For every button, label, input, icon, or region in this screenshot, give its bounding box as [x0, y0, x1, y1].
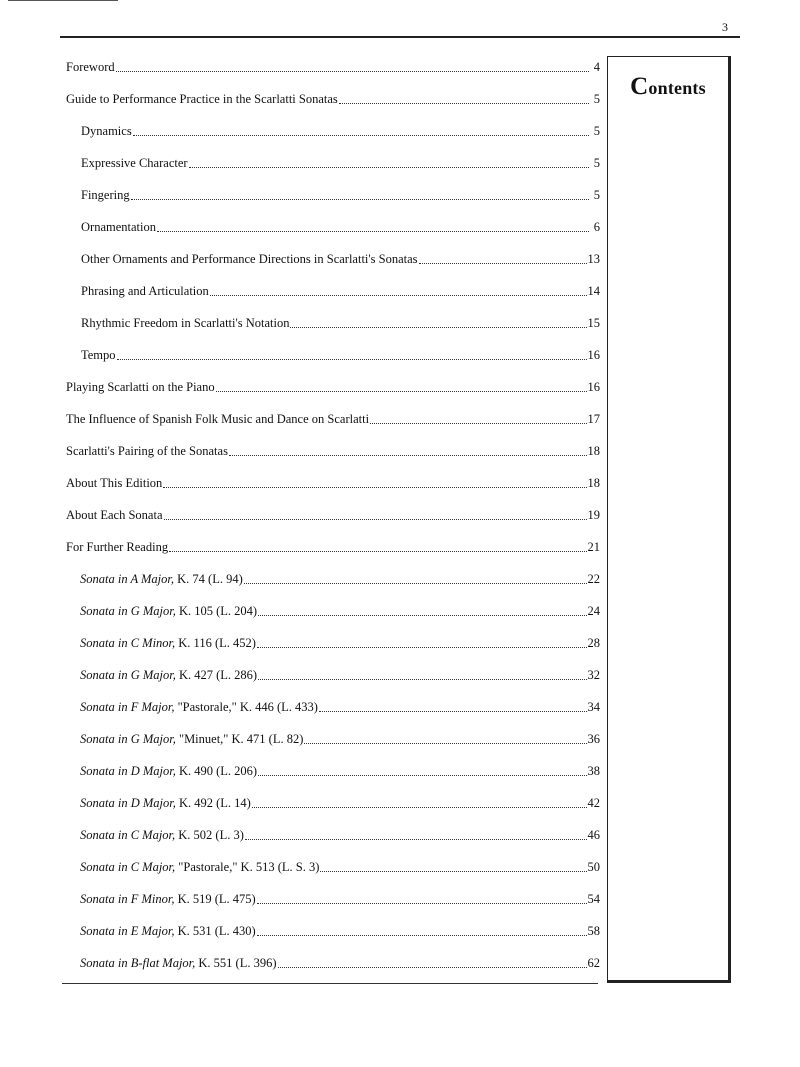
toc-entry-page: 5 — [593, 123, 600, 138]
toc-sonata-entry[interactable] — [66, 851, 600, 883]
dot-leader — [169, 550, 586, 552]
sonata-title — [80, 732, 303, 747]
toc-sonata-entry[interactable] — [66, 627, 600, 659]
dot-leader — [258, 774, 586, 776]
sonata-page: 36 — [587, 731, 600, 746]
sonata-page: 62 — [587, 955, 600, 970]
toc-entry[interactable] — [66, 531, 600, 563]
dot-leader — [258, 614, 586, 616]
sonata-catalog: "Pastorale," K. 513 (L. S. 3) — [175, 859, 320, 874]
sonata-key: Sonata in B-flat Major, — [80, 955, 196, 970]
dot-leader — [157, 230, 589, 232]
dot-leader — [419, 262, 587, 264]
sonata-title — [80, 828, 244, 843]
sonata-page: 46 — [587, 827, 600, 842]
sonata-key: Sonata in C Major, — [80, 827, 176, 842]
sonata-key: Sonata in G Major, — [80, 603, 176, 618]
sonata-title — [80, 764, 257, 779]
toc-sonata-entry[interactable] — [66, 595, 600, 627]
dot-leader — [339, 102, 589, 104]
toc-sonata-entry[interactable] — [66, 883, 600, 915]
toc-entry-title: About Each Sonata — [66, 507, 163, 522]
toc-entry-title: Scarlatti's Pairing of the Sonatas — [66, 443, 228, 458]
toc-entry-page: 5 — [593, 155, 600, 170]
page-number: 3 — [722, 20, 728, 34]
sonata-catalog: K. 105 (L. 204) — [175, 603, 258, 618]
sonata-catalog: "Minuet," K. 471 (L. 82) — [175, 731, 304, 746]
toc-entry[interactable] — [66, 339, 600, 371]
dot-leader — [258, 678, 586, 680]
toc-entry-page: 21 — [587, 539, 600, 554]
toc-entry[interactable] — [66, 307, 600, 339]
dot-leader — [252, 806, 587, 808]
dot-leader — [164, 518, 587, 520]
sonata-key: Sonata in D Major, — [80, 795, 176, 810]
dot-leader — [370, 422, 586, 424]
sonata-title — [80, 892, 256, 907]
sonata-key: Sonata in C Minor, — [80, 635, 176, 650]
toc-entry[interactable] — [66, 275, 600, 307]
toc-sonata-entry[interactable] — [66, 819, 600, 851]
toc-entry-page: 19 — [587, 507, 600, 522]
sonata-catalog: K. 116 (L. 452) — [175, 635, 256, 650]
toc-entry-page: 13 — [587, 251, 600, 266]
sonata-page: 54 — [587, 891, 600, 906]
toc-entry[interactable] — [66, 499, 600, 531]
sonata-title — [80, 668, 257, 683]
dot-leader — [133, 134, 589, 136]
toc-entry-page: 18 — [587, 443, 600, 458]
sonata-title — [80, 700, 318, 715]
toc-entry[interactable] — [66, 371, 600, 403]
dot-leader — [245, 838, 587, 840]
sonata-title — [80, 636, 256, 651]
sonata-page: 22 — [587, 571, 600, 586]
toc-entry-title: Expressive Character — [81, 155, 188, 170]
toc-entry-page: 16 — [587, 347, 600, 362]
toc-entry-title: Playing Scarlatti on the Piano — [66, 379, 215, 394]
sonata-page: 28 — [587, 635, 600, 650]
sonata-title — [80, 796, 251, 811]
sonata-catalog: K. 490 (L. 206) — [175, 763, 258, 778]
sonata-key: Sonata in C Major, — [80, 859, 176, 874]
toc-entry[interactable] — [66, 83, 600, 115]
dot-leader — [116, 70, 589, 72]
toc-entry[interactable] — [66, 211, 600, 243]
toc-sonata-entry[interactable] — [66, 787, 600, 819]
toc-entry-title: Rhythmic Freedom in Scarlatti's Notation — [81, 315, 290, 330]
sonata-key: Sonata in A Major, — [80, 571, 174, 586]
table-of-contents — [66, 51, 600, 979]
dot-leader — [229, 454, 587, 456]
sonata-key: Sonata in E Major, — [80, 923, 175, 938]
dot-leader — [216, 390, 587, 392]
sonata-page: 58 — [587, 923, 600, 938]
sonata-catalog: K. 551 (L. 396) — [195, 955, 277, 970]
sonata-page: 42 — [587, 795, 600, 810]
bottom-rule — [62, 983, 598, 984]
toc-entry[interactable] — [66, 403, 600, 435]
toc-entry[interactable] — [66, 51, 600, 83]
dot-leader — [290, 326, 586, 328]
toc-entry-page: 6 — [593, 219, 600, 234]
toc-entry-page: 15 — [587, 315, 600, 330]
toc-entry-page: 17 — [587, 411, 600, 426]
contents-heading: Contents — [630, 73, 706, 100]
toc-entry-title: Foreword — [66, 59, 115, 74]
sonata-page: 38 — [587, 763, 600, 778]
dot-leader — [117, 358, 587, 360]
sonata-page: 50 — [587, 859, 600, 874]
sonata-catalog: K. 519 (L. 475) — [174, 891, 256, 906]
toc-entry-page: 18 — [587, 475, 600, 490]
toc-entry-page: 5 — [593, 187, 600, 202]
dot-leader — [320, 870, 586, 872]
toc-entry[interactable] — [66, 435, 600, 467]
sonata-key: Sonata in F Minor, — [80, 891, 175, 906]
contents-sidebar-box — [607, 56, 731, 983]
dot-leader — [257, 646, 587, 648]
toc-entry-title: Fingering — [81, 187, 130, 202]
dot-leader — [257, 902, 587, 904]
toc-entry-title: Phrasing and Articulation — [81, 283, 209, 298]
toc-entry[interactable] — [66, 467, 600, 499]
toc-entry-title: Other Ornaments and Performance Directions in Scarlatti's Sonatas — [81, 251, 418, 266]
dot-leader — [244, 582, 587, 584]
scan-artifact-line — [8, 0, 118, 1]
sonata-catalog: K. 492 (L. 14) — [175, 795, 251, 810]
toc-sonata-entry[interactable] — [66, 563, 600, 595]
sonata-catalog: K. 502 (L. 3) — [175, 827, 244, 842]
dot-leader — [304, 742, 586, 744]
sonata-catalog: K. 531 (L. 430) — [174, 923, 256, 938]
toc-entry-page: 5 — [593, 91, 600, 106]
sonata-key: Sonata in F Major, — [80, 699, 175, 714]
top-rule — [60, 36, 740, 38]
toc-sonata-entry[interactable] — [66, 659, 600, 691]
dot-leader — [278, 966, 587, 968]
sonata-title — [80, 924, 256, 939]
sonata-key: Sonata in G Major, — [80, 731, 176, 746]
toc-entry[interactable] — [66, 243, 600, 275]
toc-sonata-entry[interactable] — [66, 947, 600, 979]
sonata-key: Sonata in G Major, — [80, 667, 176, 682]
dot-leader — [319, 710, 587, 712]
toc-entry-title: Dynamics — [81, 123, 132, 138]
sonata-page: 24 — [587, 603, 600, 618]
toc-sonata-entry[interactable] — [66, 915, 600, 947]
sonata-key: Sonata in D Major, — [80, 763, 176, 778]
toc-entry-title: Guide to Performance Practice in the Scarlatti Sonatas — [66, 91, 338, 106]
sonata-title — [80, 572, 243, 587]
dot-leader — [163, 486, 586, 488]
sonata-catalog: "Pastorale," K. 446 (L. 433) — [174, 699, 318, 714]
toc-entry-title: For Further Reading — [66, 539, 169, 554]
sonata-page: 32 — [587, 667, 600, 682]
toc-entry-title: Ornamentation — [81, 219, 156, 234]
sonata-catalog: K. 427 (L. 286) — [175, 667, 258, 682]
sonata-title — [80, 956, 277, 971]
toc-entry-page: 14 — [587, 283, 600, 298]
dot-leader — [189, 166, 589, 168]
sonata-page: 34 — [587, 699, 600, 714]
toc-entry[interactable] — [66, 115, 600, 147]
toc-entry[interactable] — [66, 179, 600, 211]
toc-sonata-entry[interactable] — [66, 691, 600, 723]
toc-entry-page: 4 — [593, 59, 600, 74]
dot-leader — [257, 934, 587, 936]
dot-leader — [210, 294, 587, 296]
sonata-catalog: K. 74 (L. 94) — [174, 571, 243, 586]
dot-leader — [131, 198, 589, 200]
sonata-title — [80, 604, 257, 619]
toc-entry[interactable] — [66, 147, 600, 179]
toc-entry-title: About This Edition — [66, 475, 163, 490]
toc-entry-page: 16 — [587, 379, 600, 394]
toc-entry-title: The Influence of Spanish Folk Music and Dance on Scarlatti — [66, 411, 370, 426]
toc-entry-title: Tempo — [81, 347, 116, 362]
sonata-title — [80, 860, 319, 875]
toc-sonata-entry[interactable] — [66, 723, 600, 755]
toc-sonata-entry[interactable] — [66, 755, 600, 787]
